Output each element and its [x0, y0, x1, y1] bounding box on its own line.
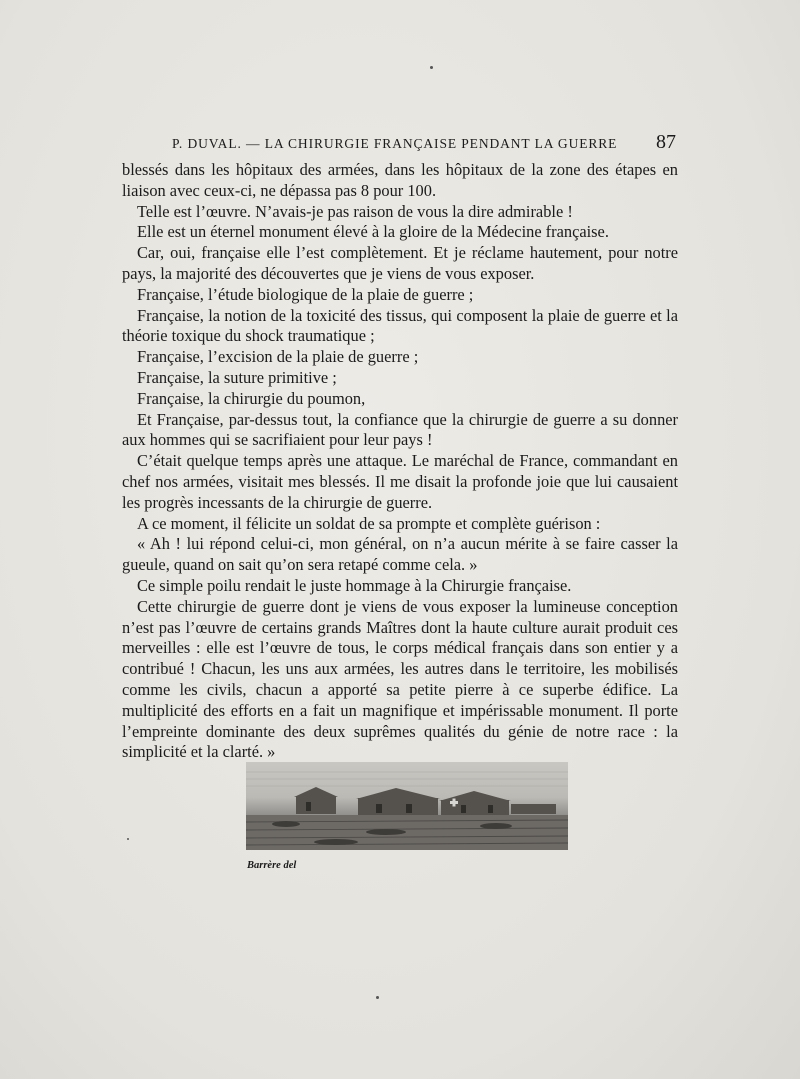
body-paragraph: A ce moment, il félicite un soldat de sa prompte et complète guérison :: [137, 513, 601, 533]
body-text: [122, 160, 678, 763]
paper-speck: [376, 996, 379, 999]
body-paragraph: Française, la chirurgie du poumon,: [137, 388, 366, 408]
body-paragraph: blessés dans les hôpitaux des armées, dans les hôpitaux de la zone des étapes en liaison avec ceux-ci, ne dépassa pas 8 pour 100.: [122, 160, 678, 200]
body-paragraph: Cette chirurgie de guerre dont je viens de vous exposer la lumineuse conception n’est pas l’œuvre de certains grands Maîtres dont la haute culture aurait produit ces merveilles : elle est l’œuvre de tous, le corps médical français dans son entier y a contribué ! Chacun, les uns aux armées, les autres dans le territoire, les mobilisés comme les civils, chacun a apporté sa petite pierre à ce superbe édifice. La multiplicité des efforts en a fait un magnifique et impérissable monument. Il porte l’empreinte dominante des deux suprêmes qualités du génie de notre race : la simplicité et la clarté. »: [122, 596, 678, 762]
body-paragraph: Telle est l’œuvre. N’avais-je pas raison de vous la dire admirable !: [137, 201, 573, 221]
body-paragraph: C’était quelque temps après une attaque. Le maréchal de France, commandant en chef nos armées, visitait mes blessés. Il me disait la profonde joie que lui causaient les progrès incessants de la chirurgie de guerre.: [122, 451, 678, 512]
page-header: [122, 131, 678, 157]
running-head: P. DUVAL. — LA CHIRURGIE FRANÇAISE PENDANT LA GUERRE: [172, 136, 618, 151]
paper-speck: [430, 66, 433, 69]
body-paragraph: Car, oui, française elle l’est complètement. Et je réclame hautement, pour notre pays, la majorité des découvertes que je viens de vous exposer.: [122, 243, 678, 283]
body-paragraph: « Ah ! lui répond celui-ci, mon général, on n’a aucun mérite à se faire casser la gueule, quand on sait qu’on sera retapé comme cela. »: [122, 534, 678, 575]
body-paragraph: Et Française, par-dessus tout, la confiance que la chirurgie de guerre a su donner aux hommes qui se sacrifiaient pour leur pays !: [122, 409, 678, 450]
body-paragraph: Française, l’étude biologique de la plaie de guerre ;: [137, 284, 474, 304]
figure-caption: Barrère del: [247, 860, 297, 871]
body-paragraph: Elle est un éternel monument élevé à la gloire de la Médecine française.: [137, 222, 609, 242]
body-paragraph: Française, la notion de la toxicité des tissus, qui composent la plaie de guerre et la théorie toxique du shock traumatique ;: [122, 305, 678, 346]
page-number: 87: [656, 131, 676, 153]
body-paragraph: Française, l’excision de la plaie de guerre ;: [137, 347, 419, 367]
figure-illustration: [246, 762, 568, 850]
paper-speck: [127, 838, 129, 840]
barracks-drawing: [246, 762, 568, 850]
body-paragraph: Ce simple poilu rendait le juste hommage à la Chirurgie française.: [137, 575, 572, 595]
body-paragraph: Française, la suture primitive ;: [137, 367, 337, 387]
